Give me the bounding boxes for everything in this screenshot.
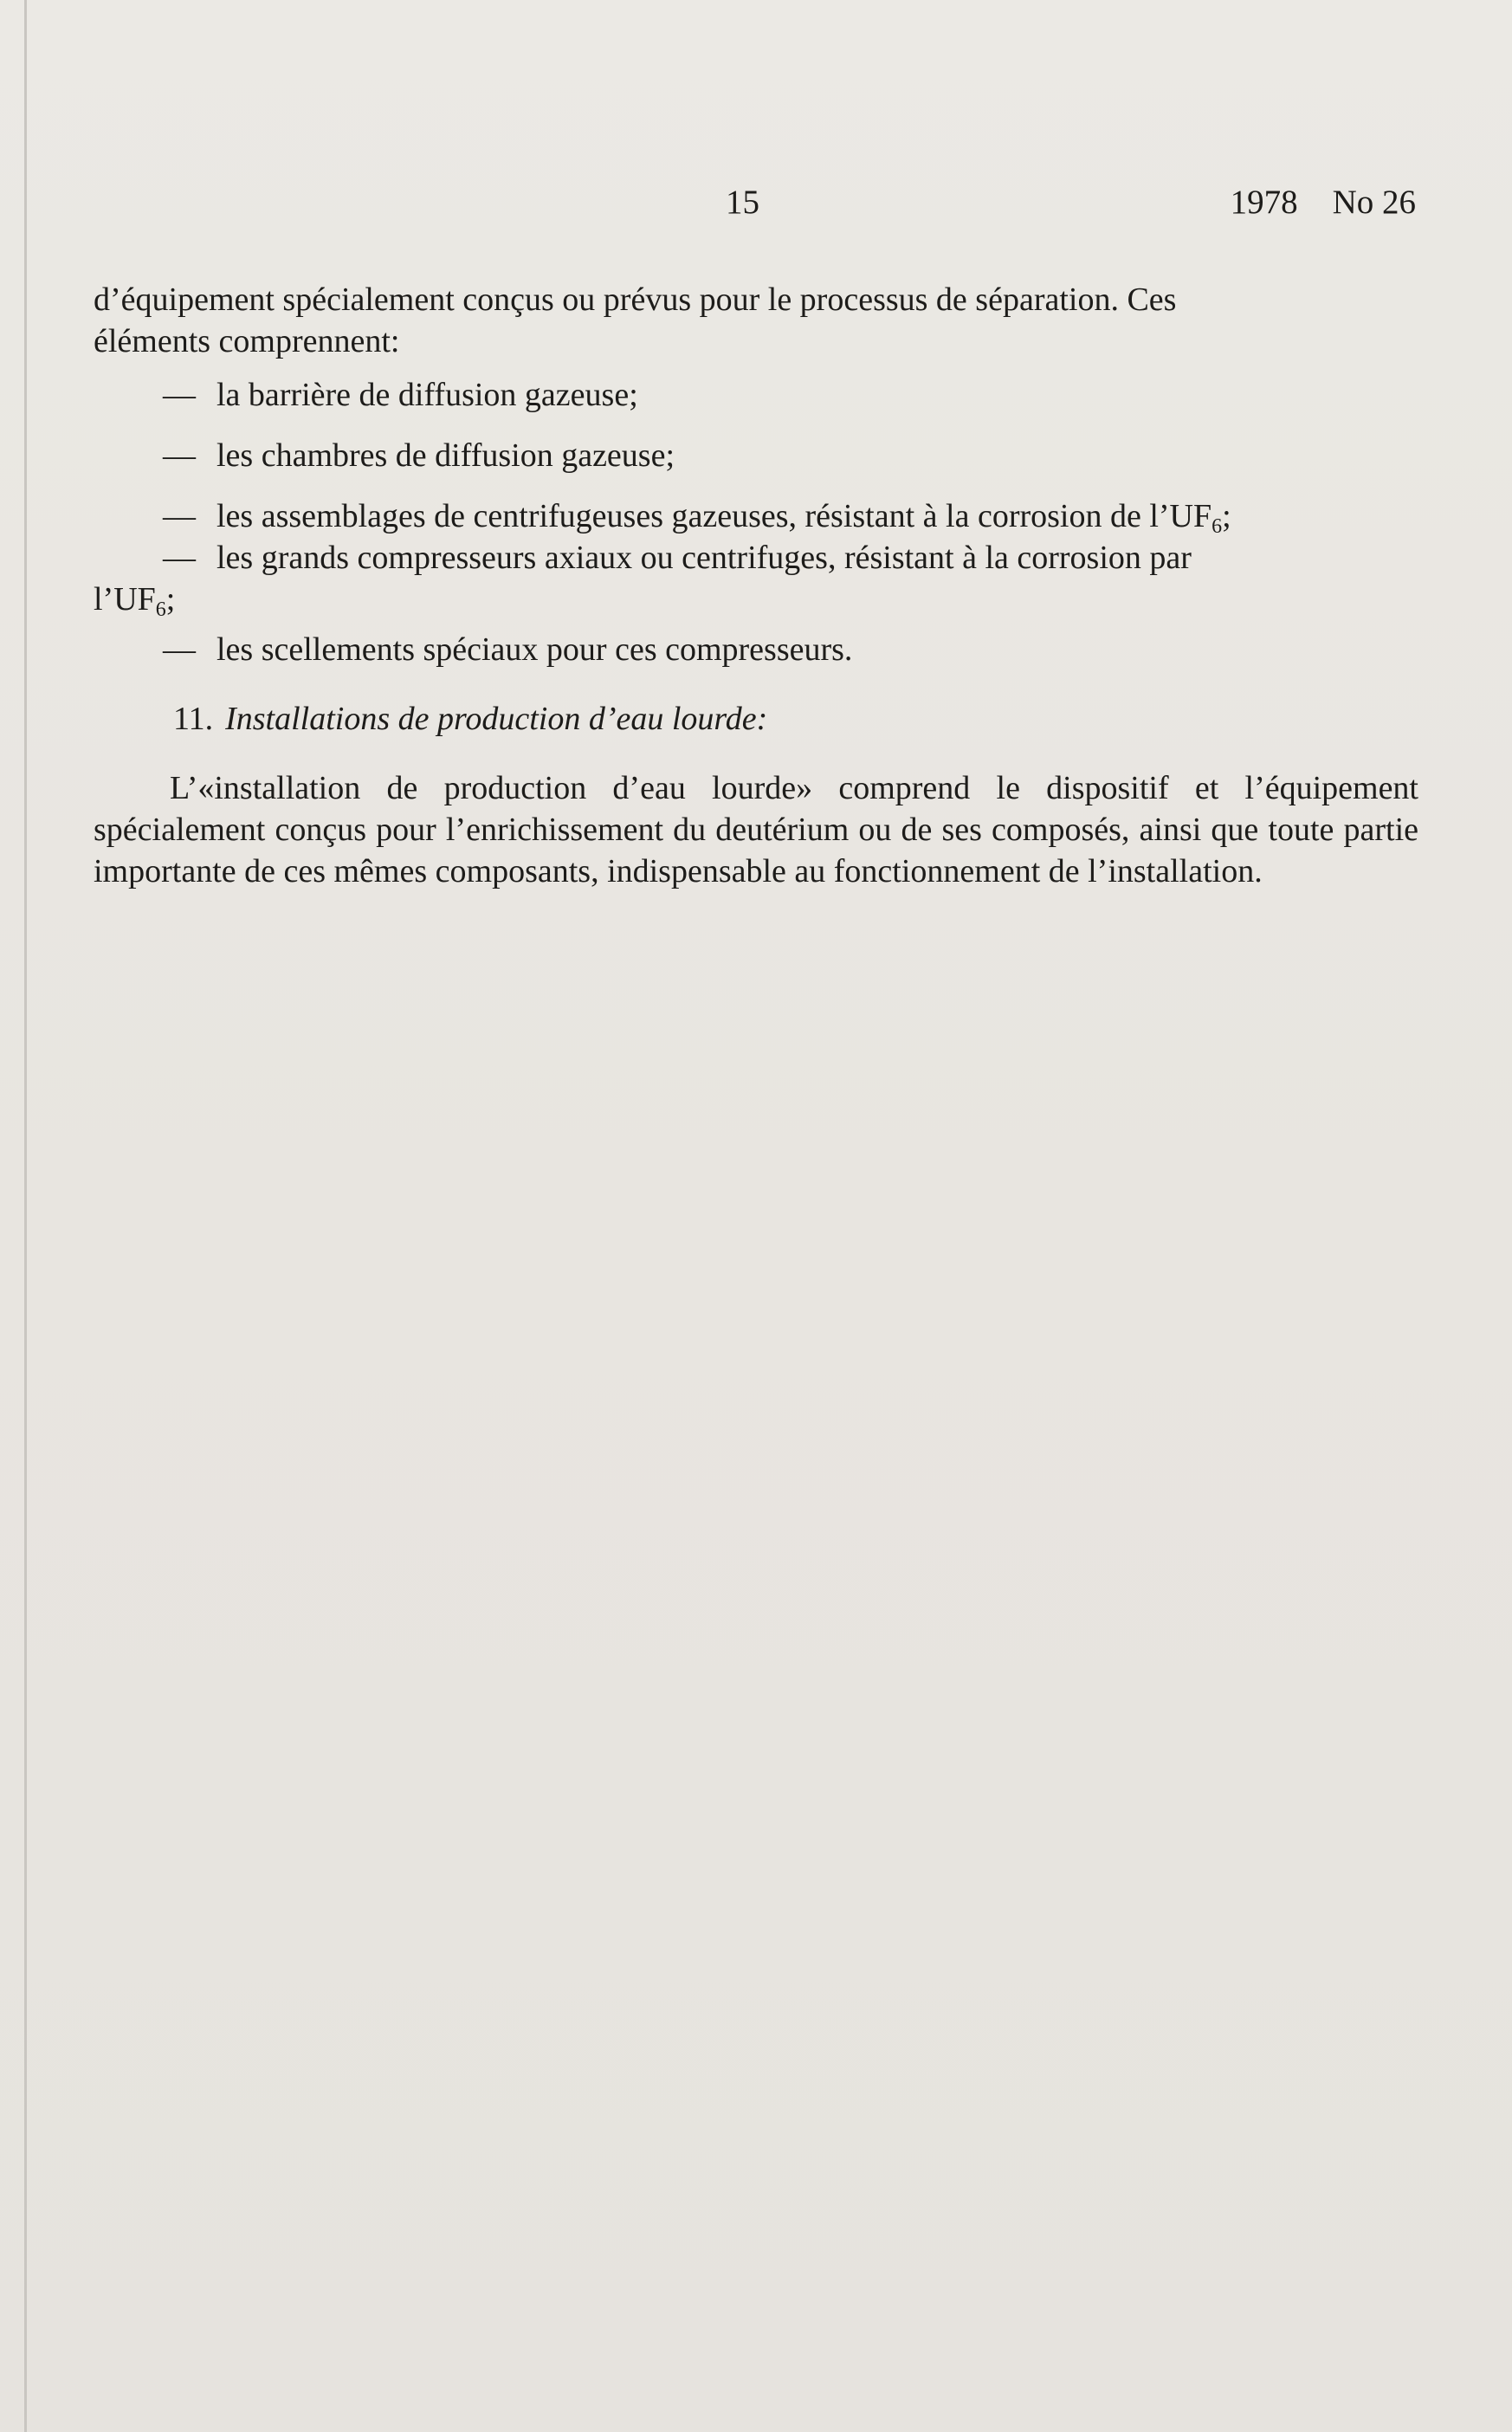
list-item-text: la barrière de diffusion gazeuse;	[216, 377, 638, 413]
list-item-text: les chambres de diffusion gazeuse;	[216, 437, 675, 474]
list-item	[94, 629, 1418, 670]
issue-header	[1231, 185, 1416, 219]
page-binding-edge	[24, 0, 27, 2432]
page-number: 15	[726, 184, 759, 221]
section-heading	[94, 698, 1418, 740]
issue-year: 1978	[1230, 184, 1298, 221]
dash-marker: —	[163, 540, 196, 576]
list-item-text: l’UF	[94, 581, 156, 618]
section-title: Installations de production d’eau lourde:	[225, 701, 768, 737]
issue-number: No 26	[1332, 184, 1416, 221]
intro-line-2: éléments comprennent:	[94, 323, 400, 359]
list-item-suffix: ;	[165, 581, 176, 618]
subscript: 6	[155, 598, 166, 621]
subscript: 6	[1212, 515, 1223, 538]
intro-line-1: d’équipement spécialement conçus ou prévus pour le processus de séparation. Ces	[94, 281, 1177, 318]
list-item	[94, 435, 1418, 476]
document-body	[94, 279, 1418, 892]
list-item	[94, 495, 1418, 537]
dash-marker: —	[163, 498, 196, 534]
list-item	[94, 374, 1418, 416]
dash-marker: —	[163, 631, 196, 668]
list-item-text: les assemblages de centrifugeuses gazeuses, résistant à la corrosion de l’UF	[216, 498, 1212, 534]
list-item-text: les scellements spéciaux pour ces compresseurs.	[216, 631, 853, 668]
section-paragraph: L’«installation de production d’eau lourde» comprend le dispositif et l’équipement spécialement conçus pour l’enrichissement du deutérium ou de ses composés, ainsi que toute partie importante de ces mêmes composants, indispensable au fonctionnement de l’installation.	[94, 770, 1418, 889]
dash-marker: —	[163, 377, 196, 413]
list-item	[94, 537, 1418, 579]
section-number: 11.	[173, 701, 214, 737]
list-item-text: les grands compresseurs axiaux ou centrifuges, résistant à la corrosion par	[216, 540, 1192, 576]
list-item-suffix: ;	[1222, 498, 1231, 534]
list-item-continuation	[94, 579, 1418, 620]
intro-paragraph	[94, 279, 1418, 362]
dash-marker: —	[163, 437, 196, 474]
